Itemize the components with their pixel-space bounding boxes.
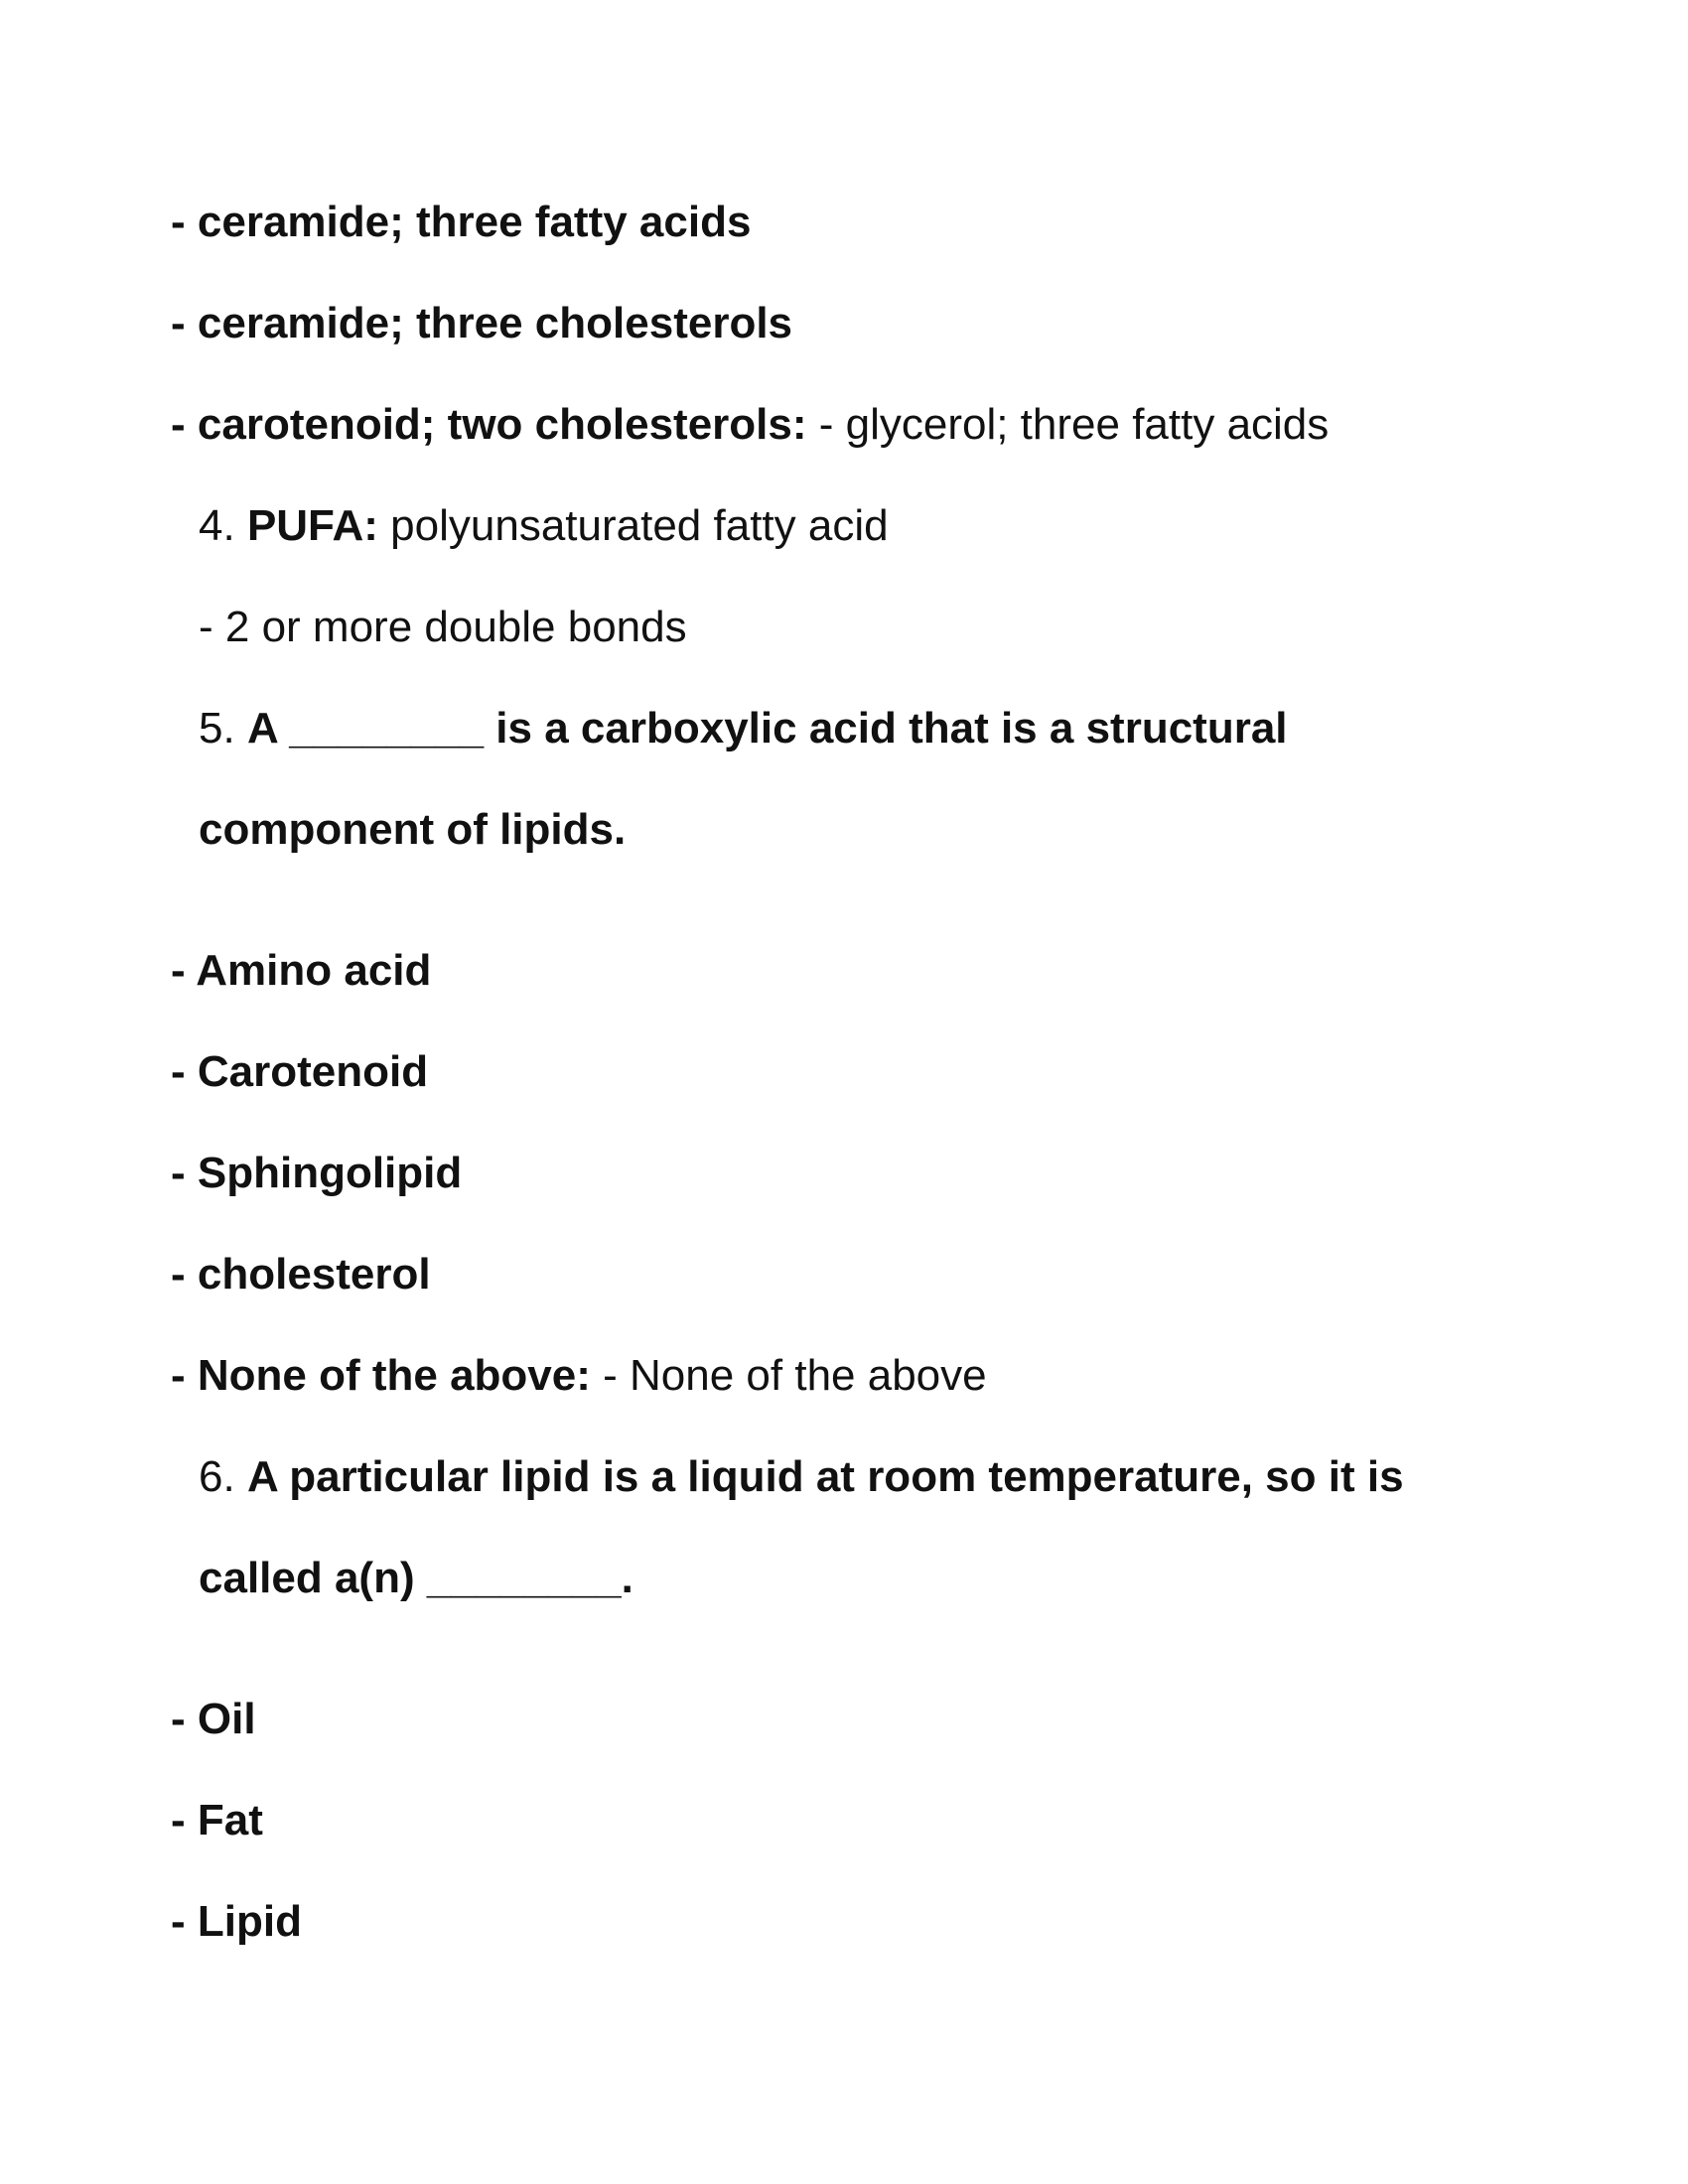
correct-answer-text: - None of the above <box>590 1351 987 1400</box>
question-number: 6. <box>199 1452 235 1501</box>
answer-option <box>171 197 751 248</box>
question-term: PUFA: <box>246 501 378 550</box>
option-text: - cholesterol <box>171 1250 431 1298</box>
question-number: 5. <box>199 704 235 752</box>
option-text: - Lipid <box>171 1897 302 1946</box>
option-text: - Fat <box>171 1796 263 1844</box>
answer-option <box>171 1148 462 1199</box>
question-5-continuation <box>199 804 626 856</box>
answer-note <box>199 602 687 653</box>
answer-option <box>171 1896 302 1948</box>
option-text: - carotenoid; two cholesterols: <box>171 400 807 449</box>
answer-option <box>171 1350 987 1402</box>
answer-option <box>171 945 431 997</box>
question-definition: polyunsaturated fatty acid <box>377 501 889 550</box>
question-text: A ________ is a carboxylic acid that is a structural <box>246 704 1288 752</box>
question-text: component of lipids. <box>199 805 627 854</box>
option-text: - ceramide; three cholesterols <box>171 299 793 347</box>
question-6-heading <box>199 1451 1404 1503</box>
question-text: A particular lipid is a liquid at room temperature, so it is <box>246 1452 1404 1501</box>
option-text: - ceramide; three fatty acids <box>171 198 752 246</box>
option-text: - Carotenoid <box>171 1047 429 1096</box>
question-text: called a(n) ________. <box>199 1554 633 1602</box>
question-5-heading <box>199 703 1288 754</box>
answer-option <box>171 1046 428 1098</box>
answer-option <box>171 1694 256 1745</box>
answer-option <box>171 399 1329 451</box>
question-4-heading <box>199 500 889 552</box>
answer-option <box>171 298 792 349</box>
option-text: - Amino acid <box>171 946 432 995</box>
answer-option <box>171 1249 431 1300</box>
option-text: - None of the above: <box>171 1351 591 1400</box>
correct-answer-text: - glycerol; three fatty acids <box>806 400 1330 449</box>
answer-option <box>171 1795 263 1846</box>
question-6-continuation <box>199 1553 633 1604</box>
option-text: - Sphingolipid <box>171 1149 463 1197</box>
question-number: 4. <box>199 501 235 550</box>
answer-note-text: - 2 or more double bonds <box>199 603 687 651</box>
option-text: - Oil <box>171 1695 256 1743</box>
